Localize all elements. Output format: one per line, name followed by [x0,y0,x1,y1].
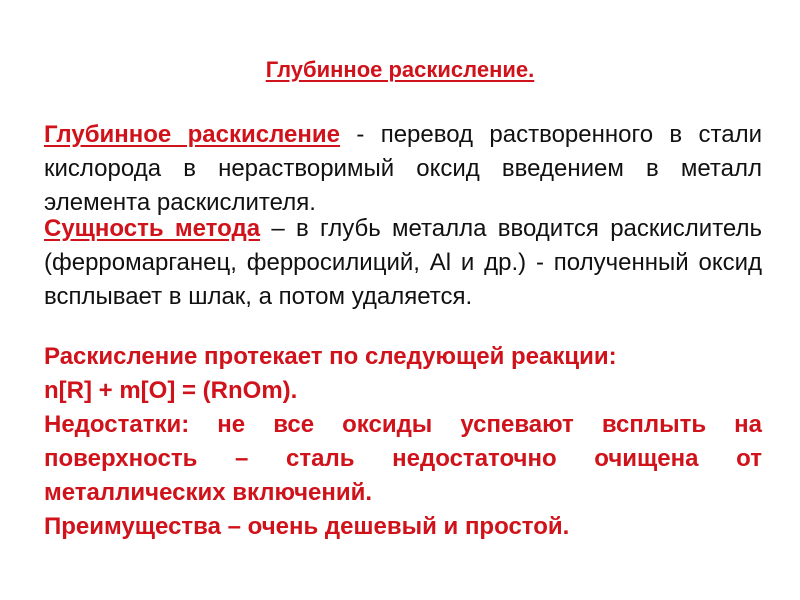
essence-paragraph [44,212,762,314]
essence-term: Сущность метода [44,215,261,242]
essence-text: – в глубь металла вводится раскислитель (ферромарганец, ферросилиций, Al и др.) - полученный оксид всплывает в шлак, а потом удаляется. [44,215,762,310]
disadvantages-text: Недостатки: не все оксиды успевают всплыть на поверхность – сталь недостаточно очищена от металлических включений. [44,411,762,506]
slide-title: Глубинное раскисление. [265,57,535,82]
reaction-intro: Раскисление протекает по следующей реакции: [44,343,617,370]
reaction-section [44,340,762,544]
reaction-formula: n[R] + m[O] = (RnOm). [44,377,298,404]
definition-paragraph [44,118,762,220]
definition-term: Глубинное раскисление [44,121,340,148]
definition-text: - перевод растворенного в стали кислорода в нерастворимый оксид введением в металл элемента раскислителя. [44,121,763,216]
advantages-text: Преимущества – очень дешевый и простой. [44,513,570,540]
